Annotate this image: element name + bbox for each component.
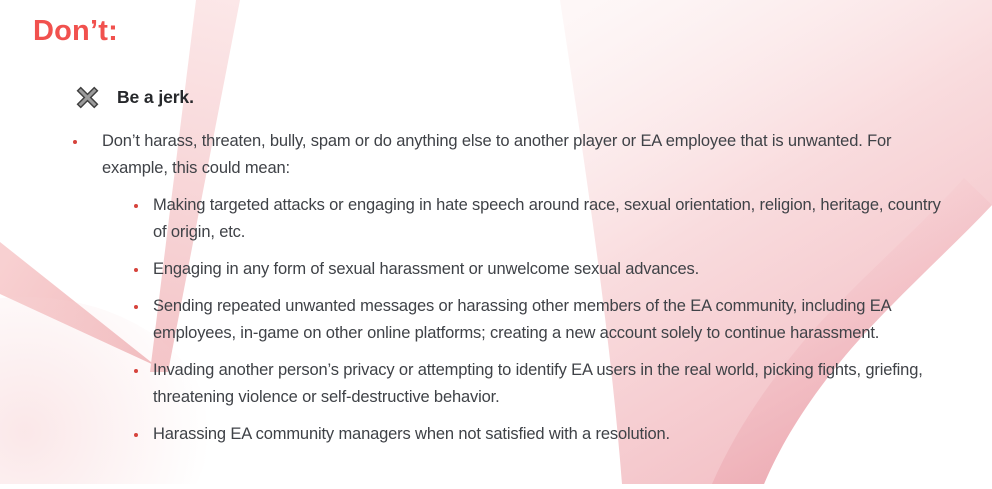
rule-header xyxy=(74,84,992,111)
rule-label: Be a jerk. xyxy=(117,87,194,107)
sub-bullet-text: Harassing EA community managers when not satisfied with a resolution. xyxy=(153,425,670,443)
list-item xyxy=(134,256,992,283)
sub-bullet-list xyxy=(0,192,992,448)
x-mark-icon xyxy=(74,84,101,111)
sub-bullet-text: Making targeted attacks or engaging in hate speech around race, sexual orientation, religion, heritage, country of origin, etc. xyxy=(153,196,941,241)
list-item xyxy=(134,357,992,411)
sub-bullet-text: Invading another person’s privacy or attempting to identify EA users in the real world, picking fights, griefing, threatening violence or self-destructive behavior. xyxy=(153,361,923,406)
bullet-dot xyxy=(134,204,138,208)
list-item xyxy=(73,128,992,182)
bullet-dot xyxy=(134,369,138,373)
list-item xyxy=(134,293,992,347)
list-item xyxy=(134,192,992,246)
sub-bullet-text: Sending repeated unwanted messages or harassing other members of the EA community, including EA employees, in-game on other online platforms; creating a new account solely to continue harassment. xyxy=(153,297,891,342)
list-item xyxy=(134,421,992,448)
bullet-dot xyxy=(73,140,77,144)
intro-bullet-text: Don’t harass, threaten, bully, spam or do anything else to another player or EA employee that is unwanted. For example, this could mean: xyxy=(102,132,892,177)
sub-bullet-text: Engaging in any form of sexual harassment or unwelcome sexual advances. xyxy=(153,260,700,278)
bullet-dot xyxy=(134,305,138,309)
section-heading: Don’t: xyxy=(33,15,118,47)
bullet-dot xyxy=(134,433,138,437)
bullet-dot xyxy=(134,268,138,272)
